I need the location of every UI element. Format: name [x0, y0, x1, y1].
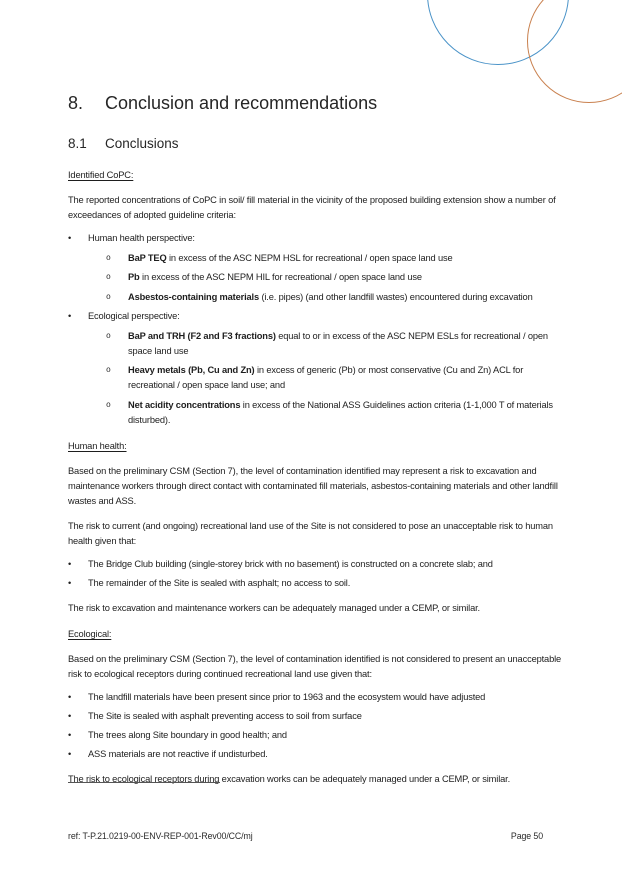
list-item-rest: in excess of generic (Pb) or most conservative (Cu and Zn) ACL for recreational / open space land use; and [128, 365, 524, 390]
list-item-label: Human health perspective: [88, 233, 195, 243]
list-item-text [128, 270, 422, 285]
bullet-icon: • [68, 233, 72, 243]
page-footer [68, 831, 543, 841]
list-item [68, 728, 572, 743]
circle-bullet-icon: o [106, 331, 111, 341]
ecological-para-2: The risk to ecological receptors during excavation works can be adequately managed under a CEMP, or similar. [68, 773, 510, 784]
bullet-icon: • [68, 710, 72, 721]
list-item-text: The Site is sealed with asphalt preventing access to soil from surface [88, 710, 362, 721]
page-number: Page 50 [510, 831, 543, 841]
section-heading [68, 93, 572, 114]
section-title: Conclusion and recommendations [105, 93, 378, 113]
list-item-text [128, 329, 572, 359]
list-item-label: Ecological perspective: [88, 311, 180, 321]
human-health-para-3: The risk to excavation and maintenance workers can be adequately managed under a CEMP, or similar. [68, 602, 480, 613]
circle-bullet-icon: o [106, 292, 111, 302]
decorative-orange-circle [527, 0, 622, 103]
list-item-bold: BaP TEQ [128, 252, 167, 263]
identified-copc-heading: Identified CoPC: [68, 170, 134, 180]
list-item-bold: Pb [128, 272, 140, 282]
section-number: 8. [68, 93, 84, 113]
bullet-icon: • [68, 558, 72, 569]
subsection-title: Conclusions [105, 136, 179, 151]
ecological-bullet-list [68, 690, 572, 762]
bullet-icon: • [68, 729, 72, 740]
list-item-text: The landfill materials have been present since prior to 1963 and the ecosystem would have adjusted [88, 691, 486, 702]
identified-copc-intro: The reported concentrations of CoPC in soil/ fill material in the vicinity of the proposed building extension show a number of exceedances of adopted guideline criteria: [68, 195, 556, 220]
list-item-text [128, 363, 572, 393]
list-item-rest: in excess of the ASC NEPM HIL for recreational / open space land use [139, 272, 422, 282]
list-item-bold: BaP and TRH (F2 and F3 fractions) [128, 330, 276, 341]
document-reference: ref: T-P.21.0219-00-ENV-REP-001-Rev00/CC/mj [68, 831, 253, 841]
list-item-text: The remainder of the Site is sealed with asphalt; no access to soil. [88, 577, 351, 588]
list-item-rest: (i.e. pipes) (and other landfill wastes) encountered during excavation [259, 291, 533, 302]
bullet-icon: • [68, 311, 72, 321]
subsection-number: 8.1 [68, 136, 87, 151]
circle-bullet-icon: o [106, 366, 111, 375]
list-item [68, 398, 572, 428]
bullet-icon: • [68, 748, 72, 759]
copc-bullet-list [68, 231, 572, 428]
list-item-bold: Net acidity concentrations [128, 399, 241, 410]
human-health-bullet-list [68, 557, 572, 591]
ecological-heading: Ecological: [68, 628, 112, 639]
list-item [68, 557, 572, 572]
list-item [68, 363, 572, 393]
list-item [68, 290, 572, 305]
bullet-icon: • [68, 691, 72, 702]
list-item-text: The trees along Site boundary in good health; and [88, 729, 287, 740]
list-item [68, 690, 572, 705]
human-health-heading: Human health: [68, 440, 127, 451]
circle-bullet-icon: o [106, 273, 111, 282]
circle-bullet-icon: o [106, 400, 111, 410]
list-item-rest: equal to or in excess of the ASC NEPM ESLs for recreational / open space land use [128, 330, 548, 356]
footnote-separator-rule [68, 782, 220, 783]
list-item-rest: in excess of the National ASS Guidelines action criteria (1-1,000 T of materials disturbed). [128, 399, 553, 425]
list-item-text: The Bridge Club building (single-storey brick with no basement) is constructed on a concrete slab; and [88, 558, 493, 569]
human-health-para-1: Based on the preliminary CSM (Section 7), the level of contamination identified may represent a risk to excavation and maintenance workers through direct contact with contaminated fill materials, asbestos-containing materials and other landfill wastes and ASS. [68, 465, 558, 506]
list-item [68, 231, 572, 246]
list-item [68, 747, 572, 762]
ecological-para-1: Based on the preliminary CSM (Section 7), the level of contamination identified is not considered to present an unacceptable risk to ecological receptors during continued recreational land use given that: [68, 653, 562, 679]
page-content [68, 93, 572, 787]
circle-bullet-icon: o [106, 253, 111, 263]
list-item-text: ASS materials are not reactive if undisturbed. [88, 748, 268, 759]
list-item-bold: Asbestos-containing materials [128, 291, 260, 302]
list-item [68, 329, 572, 359]
list-item [68, 309, 572, 324]
subsection-heading [68, 136, 572, 152]
list-item-text [128, 398, 572, 428]
human-health-para-2: The risk to current (and ongoing) recreational land use of the Site is not considered to pose an unacceptable risk to human health given that: [68, 520, 553, 546]
list-item [68, 270, 572, 285]
list-item-rest: in excess of the ASC NEPM HSL for recreational / open space land use [166, 252, 453, 263]
list-item-text [128, 290, 533, 305]
list-item-text [128, 251, 453, 266]
list-item [68, 251, 572, 266]
list-item [68, 576, 572, 591]
list-item [68, 709, 572, 724]
bullet-icon: • [68, 577, 72, 588]
list-item-bold: Heavy metals (Pb, Cu and Zn) [128, 365, 255, 375]
